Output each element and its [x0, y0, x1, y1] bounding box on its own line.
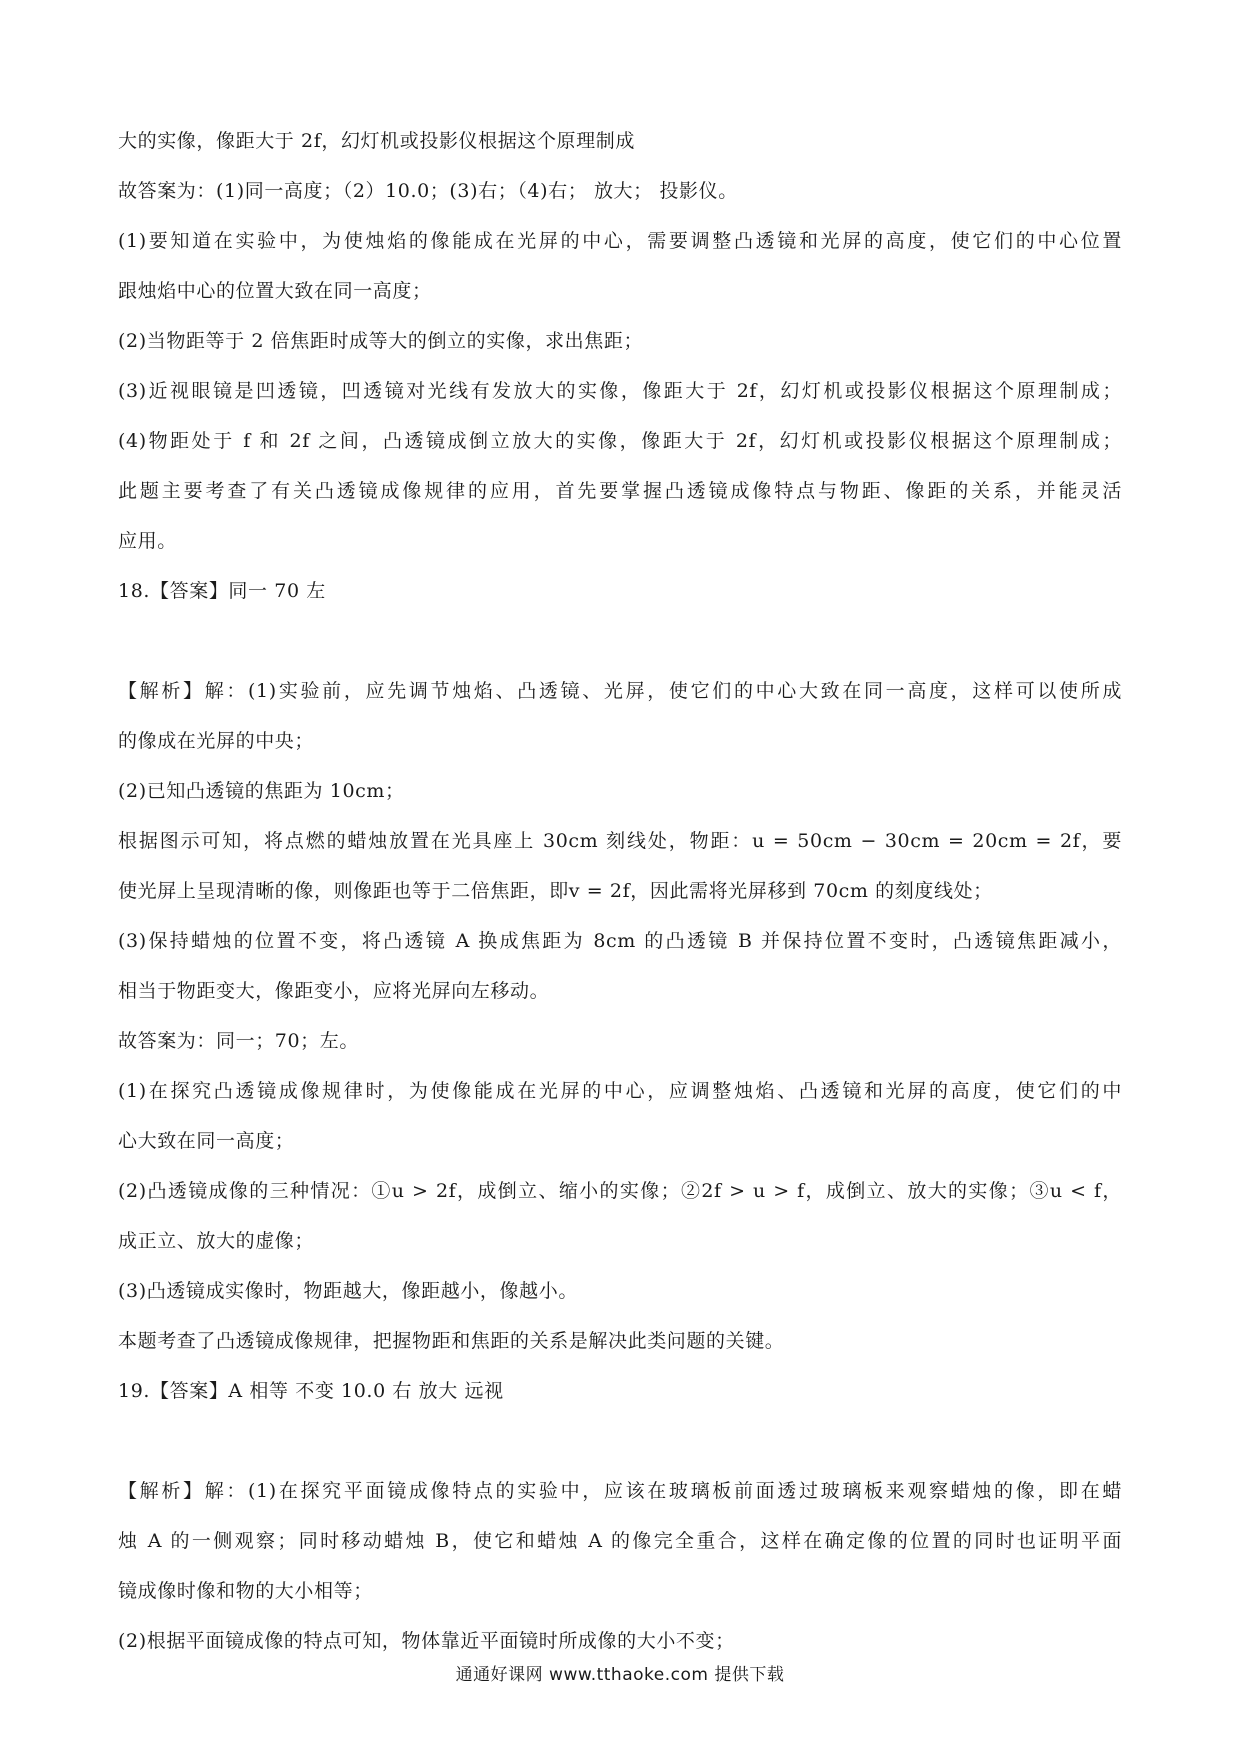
text-line: (2)根据平面镜成像的特点可知，物体靠近平面镜时所成像的大小不变；	[118, 1630, 735, 1652]
text-line: (3)近视眼镜是凹透镜，凹透镜对光线有发放大的实像，像距大于 2f，幻灯机或投影仪根据这个原理制成；	[118, 380, 1122, 402]
text-line: 成正立、放大的虚像；	[118, 1230, 315, 1252]
text-line: (1)在探究凸透镜成像规律时，为使像能成在光屏的中心，应调整烛焰、凸透镜和光屏的高度，使它们的中	[118, 1080, 1122, 1102]
text-line: 心大致在同一高度；	[118, 1130, 295, 1152]
text-line: (4)物距处于 f 和 2f 之间，凸透镜成倒立放大的实像，像距大于 2f，幻灯机或投影仪根据这个原理制成；	[118, 430, 1122, 452]
text-line: 故答案为：同一；70；左。	[118, 1030, 359, 1052]
text-line: 烛 A 的一侧观察；同时移动蜡烛 B，使它和蜡烛 A 的像完全重合，这样在确定像的位置的同时也证明平面	[118, 1530, 1122, 1552]
text-line: 使光屏上呈现清晰的像，则像距也等于二倍焦距，即v = 2f，因此需将光屏移到 70cm 的刻度线处；	[118, 880, 993, 902]
text-line: 相当于物距变大，像距变小，应将光屏向左移动。	[118, 980, 550, 1002]
text-line: (2)当物距等于 2 倍焦距时成等大的倒立的实像，求出焦距；	[118, 330, 644, 352]
text-line: 根据图示可知，将点燃的蜡烛放置在光具座上 30cm 刻线处，物距：u = 50cm − 30cm = 20cm = 2f，要	[118, 830, 1122, 852]
text-line: (1)要知道在实验中，为使烛焰的像能成在光屏的中心，需要调整凸透镜和光屏的高度，使它们的中心位置	[118, 230, 1122, 252]
answer-18: 18.【答案】同一 70 左	[118, 580, 326, 602]
page-footer: 通通好课网 www.tthaoke.com 提供下载	[455, 1665, 785, 1685]
text-line: 故答案为：(1)同一高度；（2）10.0；(3)右；（4)右； 放大； 投影仪。	[118, 180, 738, 202]
text-line: (3)保持蜡烛的位置不变，将凸透镜 A 换成焦距为 8cm 的凸透镜 B 并保持位置不变时，凸透镜焦距减小，	[118, 930, 1122, 952]
text-line: (2)凸透镜成像的三种情况：①u > 2f，成倒立、缩小的实像；②2f > u > f，成倒立、放大的实像；③u < f，	[118, 1180, 1122, 1202]
text-line: 此题主要考查了有关凸透镜成像规律的应用，首先要掌握凸透镜成像特点与物距、像距的关系，并能灵活	[118, 480, 1122, 502]
text-line: (3)凸透镜成实像时，物距越大，像距越小，像越小。	[118, 1280, 578, 1302]
text-line: 跟烛焰中心的位置大致在同一高度；	[118, 280, 432, 302]
text-line: 应用。	[118, 530, 177, 552]
text-line: (2)已知凸透镜的焦距为 10cm；	[118, 780, 405, 802]
text-line: 的像成在光屏的中央；	[118, 730, 315, 752]
text-line: 镜成像时像和物的大小相等；	[118, 1580, 373, 1602]
analysis-18: 【解析】解：(1)实验前，应先调节烛焰、凸透镜、光屏，使它们的中心大致在同一高度，这样可以使所成	[118, 680, 1122, 702]
analysis-19: 【解析】解：(1)在探究平面镜成像特点的实验中，应该在玻璃板前面透过玻璃板来观察蜡烛的像，即在蜡	[118, 1480, 1122, 1502]
text-line: 大的实像，像距大于 2f，幻灯机或投影仪根据这个原理制成	[118, 130, 635, 152]
text-line: 本题考查了凸透镜成像规律，把握物距和焦距的关系是解决此类问题的关键。	[118, 1330, 785, 1352]
answer-19: 19.【答案】A 相等 不变 10.0 右 放大 远视	[118, 1380, 504, 1402]
